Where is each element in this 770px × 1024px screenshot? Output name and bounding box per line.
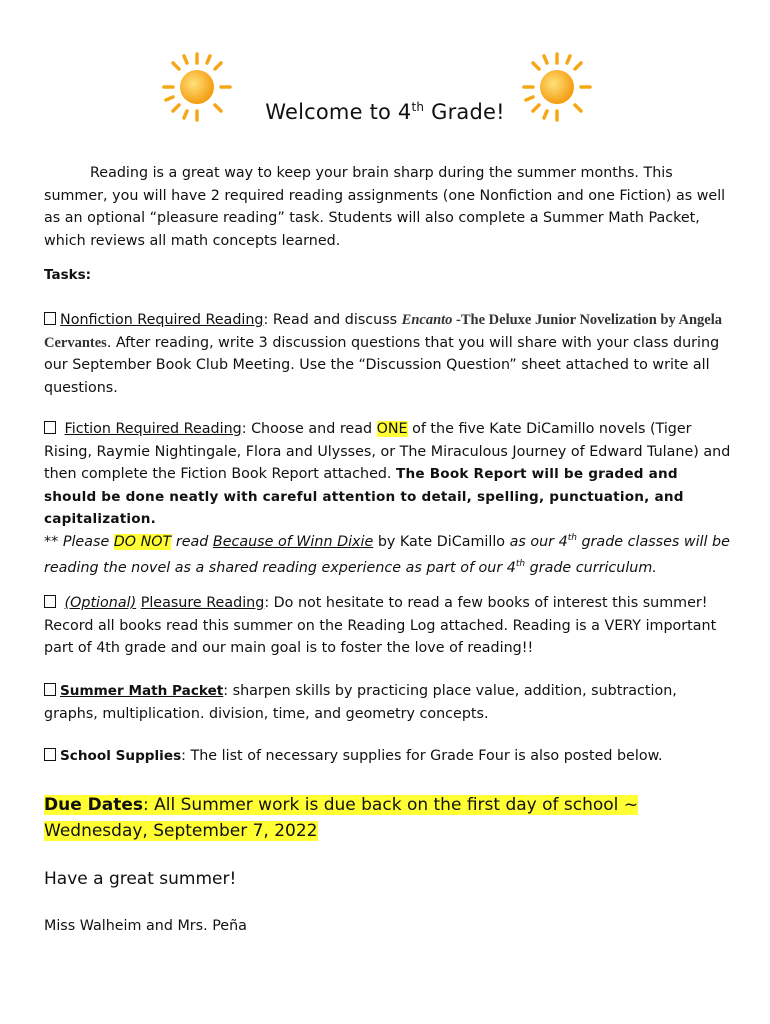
title-text: Welcome to 4	[265, 100, 412, 124]
note-text: grade classes will be reading the novel as a shared reading experience as part of our 4	[44, 533, 730, 577]
nonfiction-text: : Read and discuss	[263, 312, 402, 328]
fiction-instructions: of the five Kate DiCamillo novels (Tiger Rising, Raymie Nightingale, Flora and Ulysses, or The Miraculous Journey of Edward Tulane) and then complete the Fiction Book Report attached.	[44, 421, 731, 482]
title-text-end: Grade!	[424, 100, 505, 124]
tasks-heading: Tasks:	[44, 267, 92, 283]
closing: Have a great summer!	[44, 869, 237, 889]
title-superscript: th	[411, 100, 425, 114]
checkbox[interactable]	[44, 595, 56, 608]
book-title: Encanto	[401, 312, 453, 328]
math-label: Summer Math Packet	[60, 683, 224, 699]
note-book-title: Because of Winn Dixie	[212, 533, 374, 550]
note-superscript: th	[567, 533, 577, 543]
page-title	[0, 100, 770, 124]
math-instructions: : sharpen skills by practicing place value, addition, subtraction, graphs, multiplication. division, time, and geometry concepts.	[44, 683, 677, 722]
intro-paragraph: Reading is a great way to keep your brain sharp during the summer months. This summer, you will have 2 required reading assignments (one Nonfiction and one Fiction) as well as an optional “pleasure reading” task. Students will also complete a Summer Math Packet, which reviews all math concepts learned.	[44, 165, 726, 249]
note-text: grade curriculum.	[525, 560, 657, 577]
note-paragraph	[44, 527, 734, 580]
book-report-note: The Book Report will be graded and should be done neatly with careful attention to detail, spelling, punctuation, and capitalization.	[44, 466, 684, 527]
note-text: as our 4	[509, 533, 568, 550]
checkbox[interactable]	[44, 748, 56, 761]
supplies-instructions: : The list of necessary supplies for Grade Four is also posted below.	[181, 748, 663, 764]
math-task	[44, 680, 734, 725]
supplies-label: School Supplies	[60, 748, 182, 764]
book-subtitle: -The Deluxe Junior Novelization by Angela Cervantes	[44, 312, 723, 351]
fiction-label: Fiction Required Reading	[64, 421, 242, 437]
note-superscript: th	[515, 559, 526, 570]
pleasure-instructions: : Do not hesitate to read a few books of interest this summer! Record all books read this summer on the Reading Log attached. Reading is a VERY important part of 4th grade and our main goal is to foster the love of reading!!	[44, 595, 717, 656]
nonfiction-instructions: . After reading, write 3 discussion questions that you will share with your class during our September Book Club Meeting. Use the “Discussion Question” sheet attached to write all questions.	[44, 334, 720, 396]
optional-label: (Optional)	[64, 595, 137, 611]
pleasure-label: Pleasure Reading	[140, 595, 265, 611]
highlight-do-not: DO NOT	[113, 533, 172, 550]
due-text: : All Summer work is due back on the first day of school ~	[143, 795, 639, 815]
note-author: by Kate DiCamillo	[373, 533, 510, 550]
pleasure-task	[44, 592, 734, 660]
due-date: Wednesday, September 7, 2022	[44, 821, 318, 841]
checkbox[interactable]	[44, 421, 56, 434]
nonfiction-task	[44, 309, 734, 399]
note-text: read	[171, 533, 213, 550]
nonfiction-label: Nonfiction Required Reading	[60, 312, 264, 328]
note-text: ** Please	[44, 533, 114, 550]
checkbox[interactable]	[44, 312, 56, 325]
fiction-task	[44, 418, 734, 531]
supplies-task	[44, 745, 734, 768]
due-label: Due Dates	[44, 795, 144, 815]
fiction-text: : Choose and read	[241, 421, 377, 437]
checkbox[interactable]	[44, 683, 56, 696]
signature: Miss Walheim and Mrs. Peña	[44, 918, 247, 934]
highlight-one: ONE	[376, 421, 408, 437]
due-dates	[44, 792, 638, 844]
